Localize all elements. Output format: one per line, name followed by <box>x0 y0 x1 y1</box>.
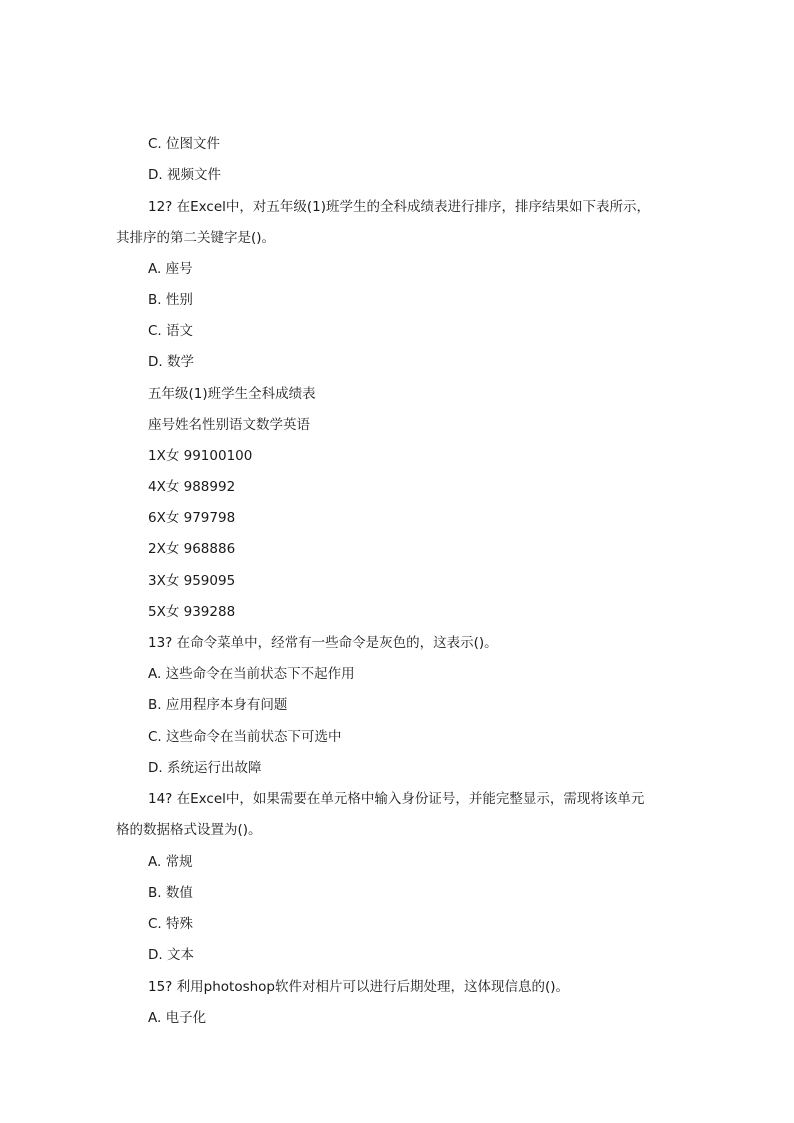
option-a-general: A. 常规 <box>148 854 193 870</box>
option-d-math: D. 数学 <box>148 354 194 370</box>
score-table-row: 6X女 979798 <box>148 510 236 526</box>
score-table-header: 座号姓名性别语文数学英语 <box>148 417 310 433</box>
option-d-text: D. 文本 <box>148 947 194 963</box>
question-14-text: 14? 在Excel中，如果需要在单元格中输入身份证号，并能完整显示，需现将该单元 <box>148 791 645 807</box>
option-b-app-problem: B. 应用程序本身有问题 <box>148 697 288 713</box>
question-12-text-continued: 其排序的第二关键字是()。 <box>116 230 276 246</box>
option-b-numeric: B. 数值 <box>148 885 193 901</box>
option-c-chinese: C. 语文 <box>148 323 194 339</box>
option-a-seat-number: A. 座号 <box>148 261 193 277</box>
option-c-bitmap-file: C. 位图文件 <box>148 136 221 152</box>
question-12-text: 12? 在Excel中，对五年级(1)班学生的全科成绩表进行排序，排序结果如下表所示， <box>148 199 651 215</box>
question-13-text: 13? 在命令菜单中，经常有一些命令是灰色的，这表示()。 <box>148 635 498 651</box>
score-table-row: 4X女 988992 <box>148 479 236 495</box>
option-c-selectable-commands: C. 这些命令在当前状态下可选中 <box>148 729 342 745</box>
question-14-text-continued: 格的数据格式设置为()。 <box>116 822 262 838</box>
option-d-system-fault: D. 系统运行出故障 <box>148 760 262 776</box>
score-table-row: 3X女 959095 <box>148 573 236 589</box>
option-b-gender: B. 性别 <box>148 292 193 308</box>
option-a-inactive-commands: A. 这些命令在当前状态下不起作用 <box>148 666 355 682</box>
score-table-row: 2X女 968886 <box>148 541 236 557</box>
option-c-special: C. 特殊 <box>148 916 194 932</box>
option-d-video-file: D. 视频文件 <box>148 167 221 183</box>
option-a-electronic: A. 电子化 <box>148 1010 207 1026</box>
question-15-text: 15? 利用photoshop软件对相片可以进行后期处理，这体现信息的()。 <box>148 979 570 995</box>
score-table-title: 五年级(1)班学生全科成绩表 <box>148 386 316 402</box>
score-table-row: 1X女 99100100 <box>148 448 253 464</box>
score-table-row: 5X女 939288 <box>148 604 236 620</box>
